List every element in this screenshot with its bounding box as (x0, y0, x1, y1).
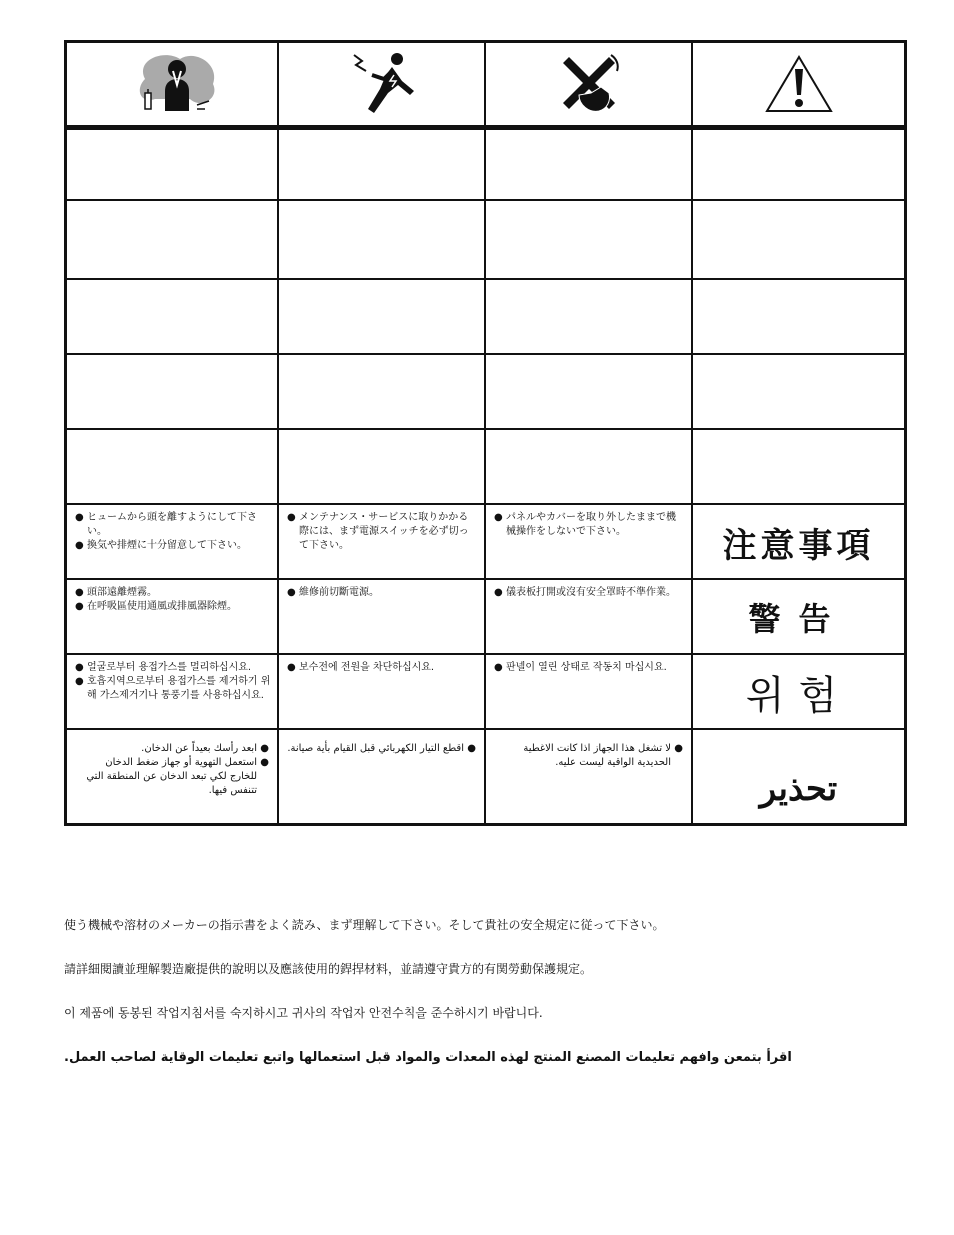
list-item: ● 在呼吸區使用通風或排風器除煙。 (75, 601, 237, 612)
blank-row (67, 130, 904, 200)
list-item: ● メンテナンス・サービスに取りかかる際には、まず電源スイッチを必ず切って下さい。 (287, 512, 469, 551)
icon-row (67, 43, 904, 125)
list-item: ● 호흡지역으로부터 용접가스를 제거하기 위해 가스제거기나 통풍기를 사용하십시요. (75, 676, 271, 701)
moving-parts-hand-icon (549, 49, 629, 119)
list-item: ● 얼굴로부터 용접가스를 멀리하십시요. (75, 662, 252, 673)
list-item: ● 維修前切斷電源。 (287, 587, 379, 598)
chinese-row (67, 580, 904, 654)
korean-row (67, 655, 904, 729)
footer-japanese: 使う機械や溶材のメーカーの指示書をよく読み、まず理解して下さい。そして貴社の安全規定に従って下さい。 (64, 918, 665, 932)
list-item: ● لا تشغل هذا الجهاز اذا كانت الاغطية الحديدية الواقية ليست عليه. (523, 743, 683, 768)
list-item: ● 판넬이 열린 상태로 작동치 마십시요. (494, 662, 667, 673)
list-item: ● استعمل التهوية أو جهاز ضغط الدخان للخارج لكي تبعد الدخان عن المنطقة التي تتنفس فيها. (86, 757, 269, 796)
list-item: ● 儀表板打開或沒有安全罩時不準作業。 (494, 587, 676, 598)
japanese-row (67, 505, 904, 579)
list-item: ● 換気や排煙に十分留意して下さい。 (75, 540, 247, 551)
fume-breathing-icon (125, 49, 220, 119)
warning-triangle-icon (763, 53, 835, 115)
list-item: ● パネルやカバーを取り外したままで機械操作をしないで下さい。 (494, 512, 676, 537)
list-item: ● ヒュームから頭を離すようにして下さい。 (75, 512, 257, 537)
blank-row (67, 430, 904, 504)
list-item: ● ابعد رأسك بعيداً عن الدخان. (141, 743, 269, 754)
blank-row (67, 280, 904, 354)
electric-shock-icon (342, 49, 422, 119)
arabic-row (67, 730, 904, 823)
arabic-warning-label: تحذير (759, 768, 838, 809)
list-item: ● اقطع التيار الكهربائي قبل القيام بأية صيانة. (287, 743, 476, 754)
footer-korean: 이 제품에 동봉된 작업지침서를 숙지하시고 귀사의 작업자 안전수칙을 준수하시기 바랍니다. (64, 1006, 543, 1020)
chinese-warning-label: 警告 (748, 600, 849, 638)
list-item: ● 보수전에 전원을 차단하십시요. (287, 662, 435, 673)
footer-chinese: 請詳細閱讀並理解製造廠提供的說明以及應該使用的銲捍材料，並請遵守貴方的有関勞動保護規定。 (64, 962, 593, 976)
blank-row (67, 355, 904, 429)
list-item: ● 頭部遠離煙霧。 (75, 587, 157, 598)
footer-arabic: اقرأ بتمعن وافهم تعليمات المصنع المنتج لهذه المعدات والمواد قبل استعمالها واتبع تعليمات الوقاية لصاحب العمل. (64, 1050, 792, 1065)
safety-warning-table (64, 40, 907, 826)
korean-warning-label: 위험 (745, 672, 852, 719)
blank-row (67, 201, 904, 279)
japanese-warning-label: 注意事項 (722, 525, 875, 566)
